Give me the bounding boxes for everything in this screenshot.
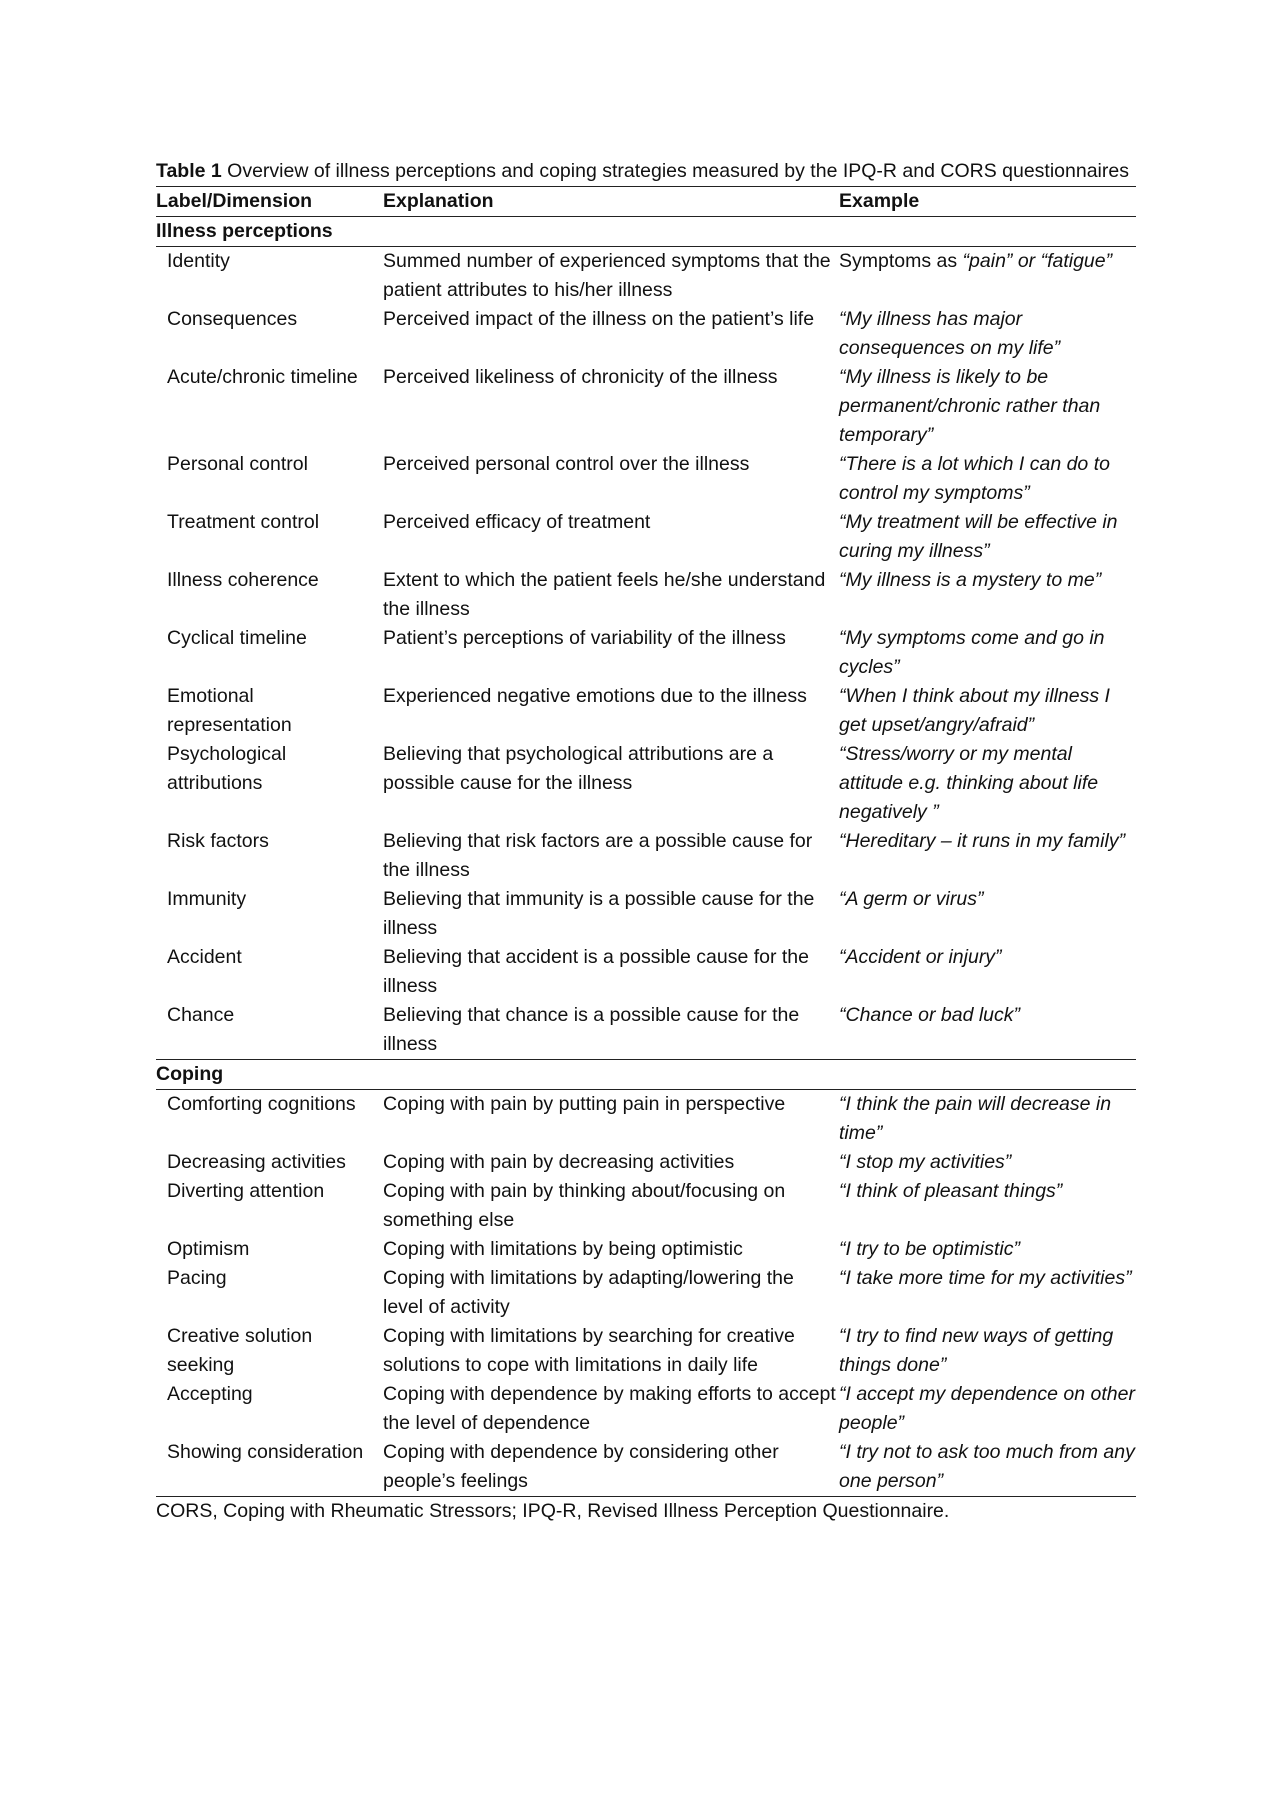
cell-explanation: Patient’s perceptions of variability of the illness — [383, 627, 786, 649]
table-row — [156, 885, 1136, 943]
cell-example — [839, 247, 1136, 306]
cell-label: Pacing — [167, 1267, 227, 1289]
table-row — [156, 827, 1136, 885]
cell-example — [839, 1148, 1136, 1177]
cell-explanation: Perceived efficacy of treatment — [383, 511, 651, 533]
cell-example — [839, 1235, 1136, 1264]
cell-explanation: Believing that psychological attributions are a possible cause for the illness — [383, 743, 774, 794]
cell-label: Immunity — [167, 888, 247, 910]
cell-explanation: Perceived personal control over the illness — [383, 453, 750, 475]
cell-explanation: Extent to which the patient feels he/she understand the illness — [383, 569, 826, 620]
header-explanation: Explanation — [383, 187, 839, 217]
table-row — [156, 1438, 1136, 1497]
example-quote: “My illness has major consequences on my life” — [839, 308, 1061, 359]
table-row — [156, 1177, 1136, 1235]
cell-explanation: Summed number of experienced symptoms that the patient attributes to his/her illness — [383, 250, 831, 301]
cell-label: Accepting — [167, 1383, 253, 1405]
example-quote: “My illness is likely to be permanent/chronic rather than temporary” — [839, 366, 1101, 446]
cell-explanation: Believing that immunity is a possible cause for the illness — [383, 888, 815, 939]
cell-example — [839, 1438, 1136, 1497]
cell-label: Treatment control — [167, 511, 320, 533]
cell-example — [839, 885, 1136, 943]
cell-example — [839, 1264, 1136, 1322]
cell-explanation: Believing that accident is a possible cause for the illness — [383, 946, 810, 997]
cell-example — [839, 943, 1136, 1001]
cell-label: Optimism — [167, 1238, 250, 1260]
section-row — [156, 1060, 1136, 1090]
cell-label: Emotional representation — [167, 685, 292, 736]
example-quote: “Accident or injury” — [839, 946, 1002, 968]
cell-explanation: Perceived likeliness of chronicity of the illness — [383, 366, 778, 388]
table-row — [156, 1090, 1136, 1149]
example-quote: “When I think about my illness I get upset/angry/afraid” — [839, 685, 1110, 736]
cell-example — [839, 827, 1136, 885]
table-title: Overview of illness perceptions and coping strategies measured by the IPQ-R and CORS questionnaires — [227, 160, 1129, 182]
example-prefix: Symptoms as — [839, 250, 963, 272]
cell-explanation: Believing that risk factors are a possible cause for the illness — [383, 830, 813, 881]
table-row — [156, 247, 1136, 306]
cell-example — [839, 1001, 1136, 1060]
cell-label: Psychological attributions — [167, 743, 287, 794]
table-row — [156, 508, 1136, 566]
cell-example — [839, 566, 1136, 624]
cell-explanation: Perceived impact of the illness on the patient’s life — [383, 308, 815, 330]
example-quote: “My illness is a mystery to me” — [839, 569, 1102, 591]
table-row — [156, 1264, 1136, 1322]
cell-explanation: Coping with limitations by adapting/lowering the level of activity — [383, 1267, 794, 1318]
cell-label: Personal control — [167, 453, 308, 475]
table-row — [156, 363, 1136, 450]
cell-example — [839, 450, 1136, 508]
cell-label: Illness coherence — [167, 569, 319, 591]
example-quote: “I think of pleasant things” — [839, 1180, 1063, 1202]
table-row — [156, 943, 1136, 1001]
table-row — [156, 1380, 1136, 1438]
example-quote: “I think the pain will decrease in time” — [839, 1093, 1112, 1144]
cell-explanation: Coping with dependence by considering other people’s feelings — [383, 1438, 839, 1497]
cell-example — [839, 508, 1136, 566]
cell-explanation: Coping with dependence by making efforts to accept the level of dependence — [383, 1383, 836, 1434]
table-row — [156, 682, 1136, 740]
overview-table — [156, 186, 1136, 1497]
example-quote: “There is a lot which I can do to control my symptoms” — [839, 453, 1110, 504]
table-row — [156, 1148, 1136, 1177]
cell-label: Cyclical timeline — [167, 627, 307, 649]
example-quote: “I stop my activities” — [839, 1151, 1012, 1173]
header-label-dimension: Label/Dimension — [156, 187, 383, 217]
table-row — [156, 1235, 1136, 1264]
cell-label: Consequences — [167, 308, 298, 330]
table-row — [156, 1001, 1136, 1060]
table-row — [156, 566, 1136, 624]
cell-explanation: Coping with limitations by searching for creative solutions to cope with limitations in daily life — [383, 1325, 795, 1376]
example-quote: “Stress/worry or my mental attitude e.g. thinking about life negatively ” — [839, 743, 1099, 823]
cell-label: Risk factors — [167, 830, 269, 852]
section-row — [156, 217, 1136, 247]
table-caption — [156, 157, 1136, 186]
section-title: Coping — [156, 1060, 1136, 1090]
table-row — [156, 1322, 1136, 1380]
table-row — [156, 450, 1136, 508]
example-quote: “Hereditary – it runs in my family” — [839, 830, 1126, 852]
table-header-row — [156, 187, 1136, 217]
cell-label: Comforting cognitions — [167, 1093, 356, 1115]
table-row — [156, 624, 1136, 682]
example-quote: “Chance or bad luck” — [839, 1004, 1021, 1026]
cell-explanation: Believing that chance is a possible cause for the illness — [383, 1004, 800, 1055]
cell-example — [839, 1322, 1136, 1380]
example-quote: “My symptoms come and go in cycles” — [839, 627, 1105, 678]
table-footnote: CORS, Coping with Rheumatic Stressors; IPQ-R, Revised Illness Perception Questionnaire. — [156, 1500, 950, 1522]
cell-label: Decreasing activities — [167, 1151, 346, 1173]
cell-label: Showing consideration — [156, 1438, 383, 1497]
section-title: Illness perceptions — [156, 217, 1136, 247]
cell-explanation: Coping with limitations by being optimistic — [383, 1238, 743, 1260]
cell-label: Diverting attention — [167, 1180, 325, 1202]
table-row — [156, 305, 1136, 363]
table-label: Table 1 — [156, 160, 222, 182]
cell-label: Acute/chronic timeline — [167, 366, 358, 388]
cell-label: Creative solution seeking — [167, 1325, 313, 1376]
cell-example — [839, 1380, 1136, 1438]
cell-label: Identity — [167, 250, 230, 272]
cell-explanation: Coping with pain by decreasing activities — [383, 1151, 735, 1173]
example-quote: “I take more time for my activities” — [839, 1267, 1132, 1289]
cell-example — [839, 305, 1136, 363]
document-page — [156, 157, 1136, 1526]
example-quote: “I try to be optimistic” — [839, 1238, 1020, 1260]
cell-example — [839, 624, 1136, 682]
cell-explanation: Coping with pain by thinking about/focusing on something else — [383, 1180, 786, 1231]
example-quote: “pain” or “fatigue” — [962, 250, 1113, 272]
cell-example — [839, 1090, 1136, 1149]
table-row — [156, 740, 1136, 827]
example-quote: “A germ or virus” — [839, 888, 984, 910]
cell-example — [839, 682, 1136, 740]
cell-label: Accident — [167, 946, 242, 968]
cell-example — [839, 363, 1136, 450]
example-quote: “I try to find new ways of getting things done” — [839, 1325, 1114, 1376]
example-quote: “I try not to ask too much from any one person” — [839, 1441, 1135, 1492]
cell-explanation: Experienced negative emotions due to the illness — [383, 685, 807, 707]
example-quote: “My treatment will be effective in curing my illness” — [839, 511, 1118, 562]
example-quote: “I accept my dependence on other people” — [839, 1383, 1135, 1434]
header-example: Example — [839, 187, 1136, 217]
cell-label: Chance — [167, 1004, 235, 1026]
cell-example — [839, 1177, 1136, 1235]
table-body — [156, 217, 1136, 1497]
cell-explanation: Coping with pain by putting pain in perspective — [383, 1093, 786, 1115]
cell-example — [839, 740, 1136, 827]
